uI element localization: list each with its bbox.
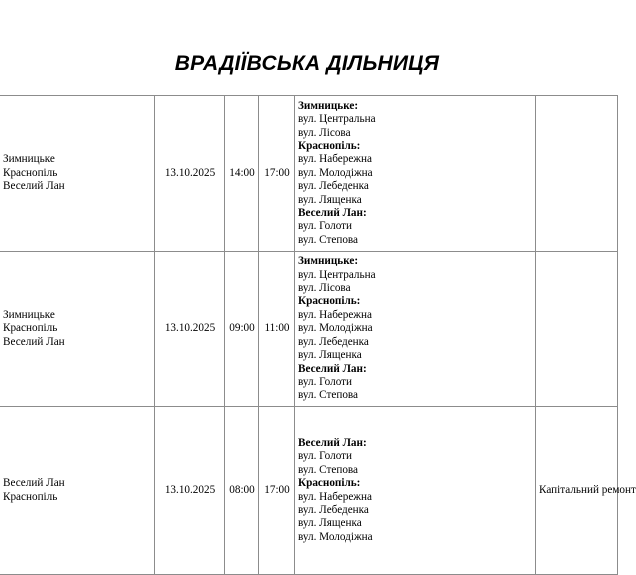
addresses-cell: [295, 96, 536, 252]
street: вул. Лісова: [298, 282, 351, 295]
date-cell: 13.10.2025: [155, 252, 225, 407]
end-time-cell: 17:00: [259, 96, 295, 252]
street: вул. Лебеденка: [298, 335, 369, 348]
start-time-cell: 08:00: [225, 407, 259, 575]
settlement-name: Веселий Лан: [3, 180, 65, 193]
street: вул. Молодіжна: [298, 166, 373, 179]
outage-schedule-table: [0, 95, 636, 575]
start-time-cell: 14:00: [225, 96, 259, 252]
settlements-cell: [0, 407, 155, 575]
end-time-cell: 11:00: [259, 252, 295, 407]
locality-label: Веселий Лан:: [298, 207, 367, 220]
end-time-cell: 17:00: [259, 407, 295, 575]
table-row: [0, 407, 618, 575]
street: вул. Молодіжна: [298, 530, 373, 543]
locality-label: Зимницьке:: [298, 255, 359, 268]
settlement-name: Зимницьке: [3, 153, 55, 166]
settlement-name: Краснопіль: [3, 322, 58, 335]
street: вул. Лебеденка: [298, 503, 369, 516]
street: вул. Голоти: [298, 375, 353, 388]
street: вул. Степова: [298, 389, 359, 402]
page-title: ВРАДІЇВСЬКА ДІЛЬНИЦЯ: [174, 52, 440, 75]
locality-label: Зимницьке:: [298, 99, 359, 112]
street: вул. Набережна: [298, 153, 372, 166]
start-time-cell: 09:00: [225, 252, 259, 407]
locality-label: Краснопіль:: [298, 139, 361, 152]
settlement-name: Веселий Лан: [3, 477, 65, 490]
locality-label: Краснопіль:: [298, 477, 361, 490]
settlement-name: Веселий Лан: [3, 335, 65, 348]
street: вул. Лященка: [298, 349, 362, 362]
reason-cell: [536, 96, 618, 252]
street: вул. Центральна: [298, 113, 376, 126]
addresses-cell: [295, 407, 536, 575]
settlements-cell: [0, 96, 155, 252]
street: вул. Молодіжна: [298, 322, 373, 335]
reason-cell: [536, 252, 618, 407]
street: вул. Голоти: [298, 220, 353, 233]
settlements-cell: [0, 252, 155, 407]
locality-label: Краснопіль:: [298, 295, 361, 308]
date-cell: 13.10.2025: [155, 96, 225, 252]
locality-label: Веселий Лан:: [298, 362, 367, 375]
street: вул. Лебеденка: [298, 180, 369, 193]
street: вул. Степова: [298, 463, 359, 476]
street: вул. Лященка: [298, 517, 362, 530]
street: вул. Лісова: [298, 126, 351, 139]
table-row: [0, 96, 618, 252]
locality-label: Веселий Лан:: [298, 436, 367, 449]
date-cell: 13.10.2025: [155, 407, 225, 575]
street: вул. Набережна: [298, 490, 372, 503]
street: вул. Лященка: [298, 193, 362, 206]
table-row: [0, 252, 618, 407]
street: вул. Центральна: [298, 268, 376, 281]
settlement-name: Краснопіль: [3, 166, 58, 179]
settlement-name: Зимницьке: [3, 308, 55, 321]
street: вул. Степова: [298, 233, 359, 246]
street: вул. Голоти: [298, 450, 353, 463]
settlement-name: Краснопіль: [3, 490, 58, 503]
street: вул. Набережна: [298, 308, 372, 321]
reason-cell: Капітальний ремонт: [536, 407, 618, 575]
addresses-cell: [295, 252, 536, 407]
